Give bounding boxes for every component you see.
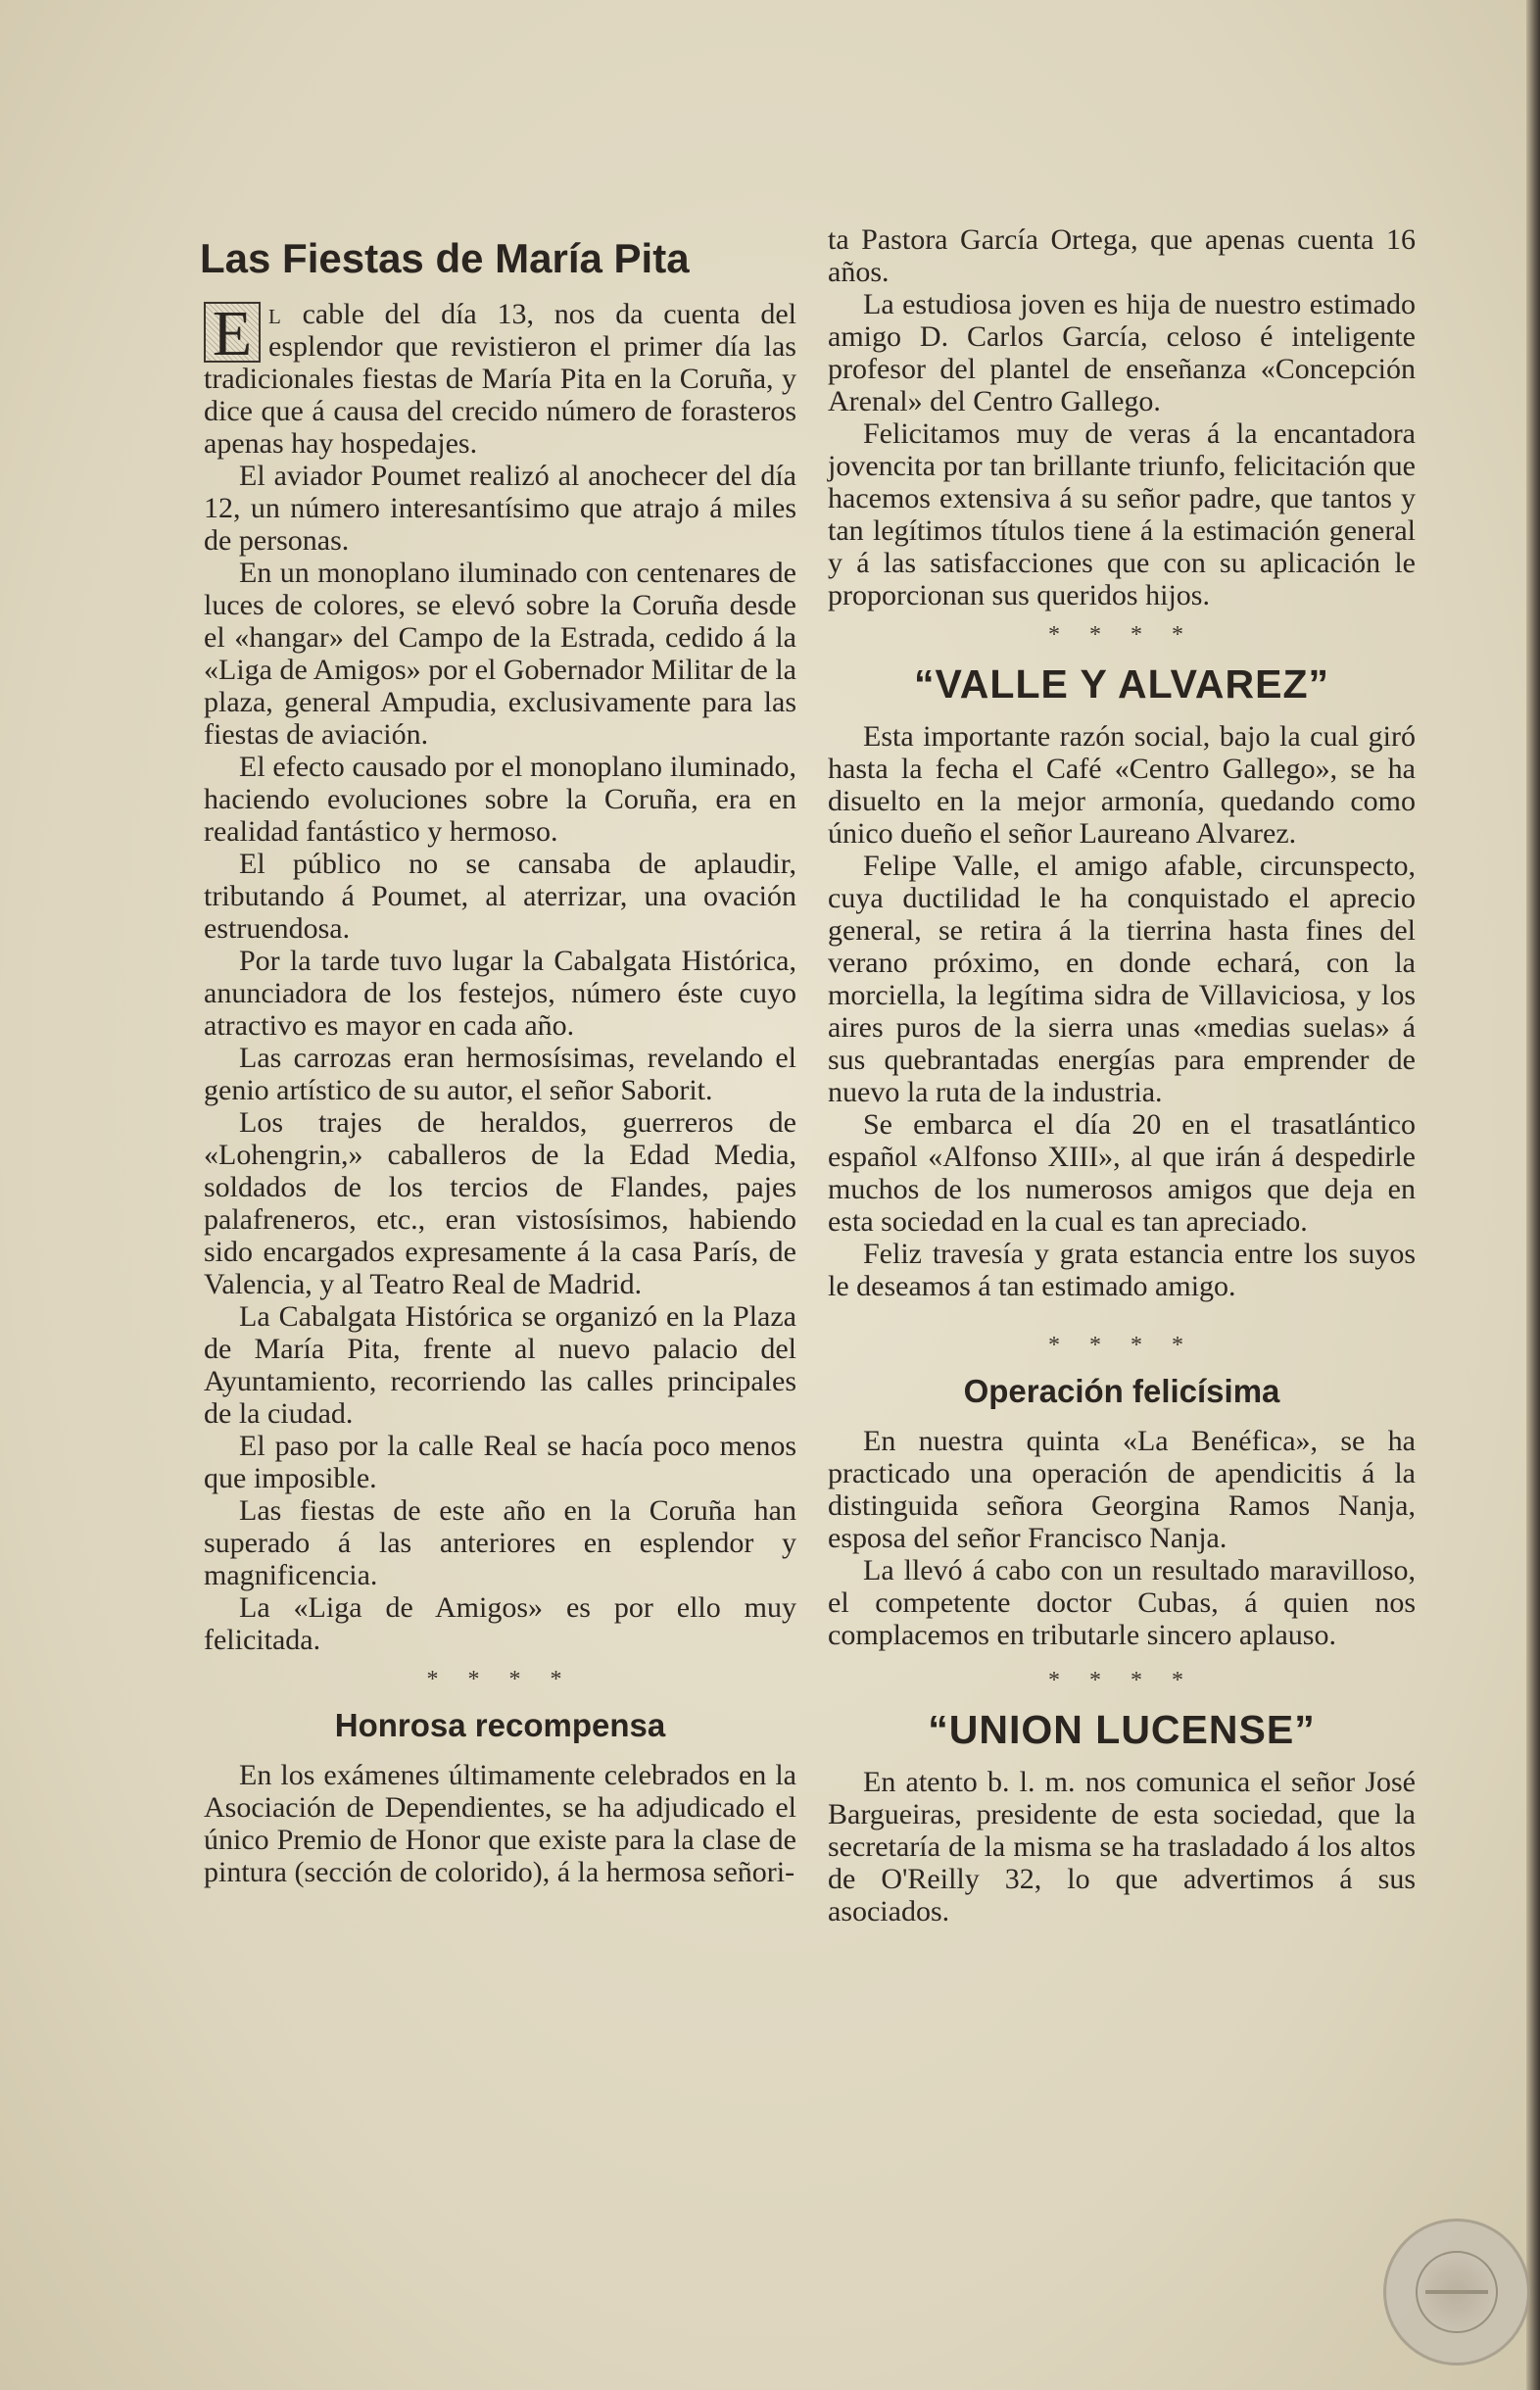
right-column — [828, 223, 1416, 1927]
paragraph: La llevó á cabo con un resultado maravilloso, el competente doctor Cubas, á quien nos complacemos en tributarle sincero aplauso. — [828, 1554, 1416, 1651]
paragraph: La estudiosa joven es hija de nuestro estimado amigo D. Carlos García, celoso é inteligente profesor del plantel de enseñanza «Concepción Arenal» del Centro Gallego. — [828, 288, 1416, 417]
paragraph: En un monoplano iluminado con centenares de luces de colores, se elevó sobre la Coruña desde el «hangar» del Campo de la Estrada, cedido á la «Liga de Amigos» por el Gobernador Militar de la plaza, general Ampudia, exclusivamente para las fiestas de aviación. — [204, 557, 796, 751]
library-seal-stamp — [1383, 2219, 1530, 2366]
section-separator: * * * * — [426, 1667, 574, 1692]
paragraph: Las carrozas eran hermosísimas, revelando el genio artístico de su autor, el señor Saborit. — [204, 1042, 796, 1106]
lead-text: cable del día 13, nos da cuenta del esplendor que revistieron el primer día las tradicionales fiestas de María Pita en la Coruña, y dice que á causa del crecido número de forasteros apenas hay hospedajes. — [204, 298, 796, 460]
article-lead-paragraph — [204, 298, 796, 460]
paragraph: Felipe Valle, el amigo afable, circunspecto, cuya ductilidad le ha conquistado el aprecio general, se retira á la tierrina hasta fines del verano próximo, en donde echará, con la morciella, la legítima sidra de Villaviciosa, y los aires puros de la sierra unas «medias suelas» á sus quebrantadas energías para emprender de nuevo la ruta de la industria. — [828, 850, 1416, 1108]
paragraph: El paso por la calle Real se hacía poco menos que imposible. — [204, 1430, 796, 1494]
paragraph: Feliz travesía y grata estancia entre los suyos le deseamos á tan estimado amigo. — [828, 1238, 1416, 1302]
paragraph: El efecto causado por el monoplano iluminado, haciendo evoluciones sobre la Coruña, era en realidad fantástico y hermoso. — [204, 751, 796, 848]
article-title-valle: “VALLE Y ALVAREZ” — [914, 661, 1329, 707]
article-title-fiestas: Las Fiestas de María Pita — [200, 235, 690, 281]
paragraph: La Cabalgata Histórica se organizó en la Plaza de María Pita, frente al nuevo palacio del Ayuntamiento, recorriendo las calles principales de la ciudad. — [204, 1300, 796, 1430]
section-separator: * * * * — [1048, 1333, 1195, 1358]
paragraph: En los exámenes últimamente celebrados en la Asociación de Dependientes, se ha adjudicado el único Premio de Honor que existe para la clase de pintura (sección de colorido), á la hermosa señori- — [204, 1759, 796, 1888]
paragraph: Por la tarde tuvo lugar la Cabalgata Histórica, anunciadora de los festejos, número éste cuyo atractivo es mayor en cada año. — [204, 945, 796, 1042]
paragraph: Se embarca el día 20 en el trasatlántico español «Alfonso XIII», al que irán á despedirle muchos de los numerosos amigos que deja en esta sociedad en la cual es tan apreciado. — [828, 1108, 1416, 1238]
page-edge-shadow — [1526, 0, 1540, 2390]
paragraph: Felicitamos muy de veras á la encantadora jovencita por tan brillante triunfo, felicitación que hacemos extensiva á su señor padre, que tantos y tan legítimos títulos tiene á la estimación general y á las satisfacciones que con su aplicación le proporcionan sus queridos hijos. — [828, 417, 1416, 611]
paragraph: En nuestra quinta «La Benéfica», se ha practicado una operación de apendicitis á la distinguida señora Georgina Ramos Nanja, esposa del señor Francisco Nanja. — [828, 1425, 1416, 1554]
drop-cap: E — [204, 302, 261, 363]
paragraph: La «Liga de Amigos» es por ello muy felicitada. — [204, 1591, 796, 1656]
section-separator: * * * * — [1048, 622, 1195, 648]
paragraph: El público no se cansaba de aplaudir, tributando á Poumet, al aterrizar, una ovación estruendosa. — [204, 848, 796, 945]
paragraph: Esta importante razón social, bajo la cual giró hasta la fecha el Café «Centro Gallego», se ha disuelto en la mejor armonía, quedando como único dueño el señor Laureano Alvarez. — [828, 720, 1416, 850]
paragraph-continued: ta Pastora García Ortega, que apenas cuenta 16 años. — [828, 223, 1416, 288]
left-column — [204, 298, 796, 1888]
article-title-union: “UNION LUCENSE” — [928, 1707, 1316, 1752]
lead-smallcaps: l — [268, 298, 282, 330]
seal-line — [1425, 2290, 1488, 2294]
paragraph: En atento b. l. m. nos comunica el señor José Bargueiras, presidente de esta sociedad, que la secretaría de la misma se ha trasladado á los altos de O'Reilly 32, lo que advertimos á sus asociados. — [828, 1766, 1416, 1927]
paragraph: Las fiestas de este año en la Coruña han superado á las anteriores en esplendor y magnificencia. — [204, 1494, 796, 1591]
article-title-honrosa: Honrosa recompensa — [334, 1707, 666, 1743]
paragraph: Los trajes de heraldos, guerreros de «Lohengrin,» caballeros de la Edad Media, soldados de los tercios de Flandes, pajes palafreneros, etc., eran vistosísimos, habiendo sido encargados expresamente á la casa París, de Valencia, y al Teatro Real de Madrid. — [204, 1106, 796, 1300]
article-title-operacion: Operación felicísima — [963, 1373, 1280, 1409]
section-separator: * * * * — [1048, 1668, 1195, 1693]
paragraph: El aviador Poumet realizó al anochecer del día 12, un número interesantísimo que atrajo á miles de personas. — [204, 460, 796, 557]
